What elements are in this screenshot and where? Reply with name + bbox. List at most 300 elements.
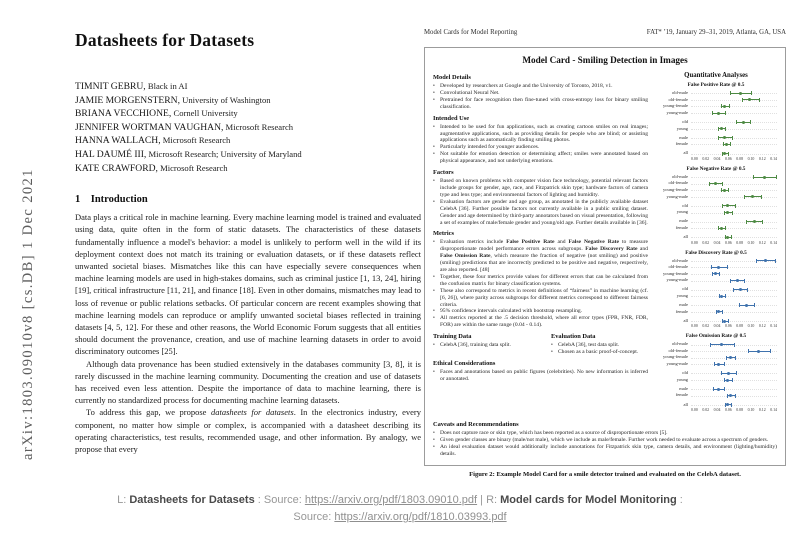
chart-row (655, 125, 777, 132)
chart-row-track (691, 377, 777, 384)
data-point (726, 379, 729, 382)
bullet-icon: • (433, 443, 435, 450)
ci-cap-left (721, 371, 722, 375)
chart-row-track (691, 264, 777, 271)
x-tick-label: 0.04 (713, 240, 721, 245)
y-tick-label: old-female (668, 96, 688, 102)
ci-cap-left (711, 265, 712, 269)
chart-row-track (691, 180, 777, 187)
author-line (75, 161, 421, 175)
data-point (753, 220, 756, 223)
y-tick-label: young-male (666, 109, 688, 115)
x-tick-label: 0.08 (736, 324, 744, 329)
data-point (723, 136, 726, 139)
chart-row-track (691, 203, 777, 210)
ci-cap-right (734, 343, 735, 347)
y-tick-label: old (682, 202, 688, 208)
chart-row-track (691, 370, 777, 377)
chart-row-track (691, 97, 777, 104)
ci-cap-left (733, 288, 734, 292)
author-line (75, 133, 421, 147)
bullet-text: Not suitable for emotion detection or determining affect; smiles were annotated based on physical appearance, and not underlying emotions. (440, 151, 648, 165)
x-tick-label: 0.00 (691, 240, 698, 245)
ci-cap-left (746, 220, 747, 224)
quantitative-analyses-heading: Quantitative Analyses (684, 72, 748, 79)
data-point (739, 92, 742, 95)
ci-cap-left (721, 188, 722, 192)
data-point (723, 105, 726, 108)
chart-plot (655, 90, 777, 157)
x-axis (691, 158, 777, 162)
running-header-right: FAT* ’19, January 29–31, 2019, Atlanta, GA, USA (646, 29, 786, 36)
bullet-list (433, 239, 648, 329)
y-tick-label: old-male (672, 90, 688, 96)
card-section (433, 421, 777, 458)
section-heading: Intended Use (433, 114, 470, 122)
bullet-icon: • (433, 83, 435, 89)
ci-cap-left (730, 279, 731, 283)
card-section (551, 329, 652, 356)
chart-row (655, 218, 777, 225)
x-tick-label: 0.00 (691, 324, 698, 329)
y-tick-label: young-male (666, 361, 688, 367)
x-tick-label: 0.02 (702, 408, 710, 413)
data-point (717, 363, 720, 366)
x-tick-label: 0.04 (713, 324, 721, 329)
x-axis (691, 325, 777, 329)
bullet-text: An ideal evaluation dataset would additionally include annotations for Fitzpatrick skin type, camera details, and environment (lighting/humidity) details. (440, 443, 777, 457)
y-tick-label: young (676, 376, 688, 382)
model-card-body (433, 70, 777, 417)
data-point (729, 394, 732, 397)
ci-cap-right (719, 272, 720, 276)
author-list (75, 79, 421, 174)
section-heading: Training Data (433, 333, 472, 341)
section-heading: Caveats and Recommendations (433, 421, 519, 428)
x-tick-label: 0.02 (702, 156, 710, 161)
chart-row (655, 90, 777, 97)
chart-row (655, 103, 777, 110)
y-tick-label: young-female (663, 186, 688, 192)
card-section (433, 360, 648, 383)
body-paragraph: To address this gap, we propose datasheets for datasets. In the electronics industry, every component, no matter how simple or complex, is accompanied with a datasheet describing its operating characteristics, test results, recommended usage, and other information. By analogy, we propose that every (75, 407, 422, 455)
author-name: BRIANA VECCHIONE, (75, 108, 172, 120)
x-tick-label: 0.06 (724, 324, 732, 329)
author-affiliation: Microsoft Research; University of Maryland (146, 148, 302, 159)
bullet-list (433, 369, 648, 383)
bullet-item (433, 430, 777, 437)
bullet-icon: • (433, 198, 435, 205)
bullet-icon: • (433, 96, 435, 103)
bullet-item (433, 444, 777, 458)
ci-cap-left (748, 349, 749, 353)
x-tick-label: 0.08 (736, 156, 744, 161)
chart-row (655, 180, 777, 187)
author-affiliation: Black in AI (145, 81, 188, 91)
bullet-list (433, 178, 648, 226)
x-tick-label: 0.14 (770, 408, 777, 413)
chart-row-track (691, 187, 777, 194)
bullet-text: Evaluation factors are gender and age group, as annotated in the publicly available dataset CelebA [36]. Further possible factors not currently available in a public smiling dataset. Gender and age determined by third-party annotators based on visual presentation, following a set of examples of male/female gender and young/old age. Further details available in [36]. (440, 198, 648, 226)
chart-row-track (691, 125, 777, 132)
left-paper-page (75, 30, 421, 455)
bullet-text: Faces and annotations based on public figures (celebrities). No new information is inferred or annotated. (440, 369, 648, 382)
quantitative-analyses-column (655, 70, 777, 417)
chart-row (655, 194, 777, 201)
bullet-icon: • (550, 349, 553, 356)
section-heading: Evaluation Data (550, 333, 596, 341)
bullet-text: 95% confidence intervals calculated with bootstrap resampling. (440, 308, 583, 315)
author-line (75, 147, 421, 161)
chart-row (655, 141, 777, 148)
y-tick-label: male (679, 302, 688, 308)
author-line (75, 79, 421, 93)
ci-cap-right (732, 136, 733, 140)
chart-row (655, 402, 777, 409)
chart-row (655, 234, 777, 241)
bullet-icon: • (433, 144, 435, 151)
data-point (720, 227, 723, 230)
chart-title: False Negative Rate @ 0.5 (686, 165, 746, 172)
bullet-icon: • (433, 342, 435, 349)
chart-row (655, 209, 777, 216)
x-tick-label: 0.08 (736, 240, 744, 245)
figure-caption: Figure 2: Example Model Card for a smile detector trained and evaluated on the CelebA dataset. (469, 471, 741, 478)
chart-row-track (691, 209, 777, 216)
chart-row-track (691, 348, 777, 355)
author-name: HAL DAUMÉ III, (75, 148, 147, 160)
running-header-left: Model Cards for Model Reporting (424, 29, 518, 36)
y-tick-label: old-male (672, 341, 688, 347)
author-name: JAMIE MORGENSTERN, (75, 94, 181, 106)
bullet-text: All metrics reported at the .5 decision threshold, where all error types (FPR, FNR, FDR, FOR) are within the same range (0.04 - 0.14). (440, 315, 648, 329)
model-card-left-column (433, 70, 648, 417)
chart-row-track (691, 302, 777, 309)
ci-cap-right (725, 294, 726, 298)
ci-cap-left (723, 142, 724, 146)
footer-bold-text: Datasheets for Datasets (129, 494, 255, 506)
author-name: HANNA WALLACH, (75, 135, 161, 147)
data-point (723, 189, 726, 192)
bullet-list (433, 83, 648, 111)
footer-line-1 (0, 492, 800, 509)
data-point (751, 195, 754, 198)
bullet-icon: • (433, 123, 435, 130)
ci-cap-left (730, 91, 731, 95)
bullet-text: Developed by researchers at Google and the University of Toronto, 2018, v1. (440, 83, 613, 89)
x-tick-label: 0.14 (770, 240, 777, 245)
ci-cap-left (713, 387, 714, 391)
arxiv-watermark: arXiv:1803.09010v8 [cs.DB] 1 Dec 2021 (20, 168, 36, 460)
chart-row-track (691, 194, 777, 201)
chart-row (655, 203, 777, 210)
bullet-item (433, 342, 547, 349)
data-point (726, 403, 729, 406)
data-point (726, 236, 729, 239)
x-axis (691, 409, 777, 413)
ci-cap-left (718, 136, 719, 140)
paper-body (75, 211, 421, 455)
y-tick-label: male (679, 385, 688, 391)
y-tick-label: all (683, 234, 688, 240)
ci-cap-right (730, 142, 731, 146)
chart-row (655, 293, 777, 300)
chart-plot (655, 258, 777, 325)
bullet-icon: • (433, 239, 435, 246)
data-point (717, 112, 720, 115)
chart-row-track (691, 309, 777, 316)
data-point (720, 295, 723, 298)
ci-cap-left (718, 127, 719, 131)
ci-cap-right (727, 265, 728, 269)
ci-cap-right (729, 104, 730, 108)
data-point (720, 127, 723, 130)
y-tick-label: young-male (666, 277, 688, 283)
x-tick-label: 0.00 (691, 408, 698, 413)
chart-row (655, 361, 777, 368)
bullet-item (433, 151, 648, 165)
bullet-icon: • (433, 315, 435, 322)
bullet-item (433, 288, 648, 309)
chart-row-track (691, 277, 777, 284)
body-paragraph: Data plays a critical role in machine learning. Every machine learning model is trained and evaluated using data, quite often in the form of static datasets. The characteristics of these datasets fundamentally influence a model's behavior: a model is unlikely to perform well in the wild if its deployment context does not match its training or evaluation datasets, or if these datasets reflect unwanted societal biases. Mismatches like this can have especially severe consequences when machine learning models are used in high-stakes domains, such as criminal justice [1, 13, 24], hiring [19], critical infrastructure [11, 21], and finance [18]. Even in other domains, mismatches may lead to loss of revenue or public relations setbacks. Of particular concern are recent examples showing that machine learning models can reproduce or amplify unwanted societal biases reflected in training datasets [4, 5, 12]. For these and other reasons, the World Economic Forum suggests that all entities should document the provenance, creation, and use of machine learning datasets in order to avoid discriminatory outcomes [25]. (75, 212, 421, 357)
y-tick-label: old-female (668, 347, 688, 353)
chart-plot (655, 341, 777, 408)
bullet-text: Together, these four metrics provide values for different errors that can be calculated from the confusion matrix for binary classification systems. (440, 273, 648, 287)
ci-cap-left (712, 272, 713, 276)
chart-row (655, 341, 777, 348)
right-paper-running-header (424, 29, 786, 36)
y-tick-label: male (679, 134, 688, 140)
chart-row (655, 277, 777, 284)
bullet-text: Evaluation metrics include False Positive Rate and False Negative Rate to measure disproportionate model performance errors across subgroups. False Discovery Rate and False Omission Rate, which measure the fraction of negative (not smiling) and positive (smiling) predictions that are incorrectly predicted to be positive and negative, respectively, are also reported. [48] (440, 239, 648, 274)
author-name: JENNIFER WORTMAN VAUGHAN, (75, 121, 224, 133)
data-point (764, 259, 767, 262)
bullet-text: Does not capture race or skin type, which has been reported as a source of disproportionate errors [5]. (440, 430, 668, 436)
chart-row-track (691, 90, 777, 97)
ci-cap-right (776, 175, 777, 179)
ci-cap-left (736, 120, 737, 124)
data-point (742, 121, 745, 124)
author-affiliation: Microsoft Research (157, 162, 228, 173)
ci-cap-right (725, 226, 726, 230)
bullet-item (433, 239, 648, 274)
data-point (727, 372, 730, 375)
data-point (726, 204, 729, 207)
data-point (717, 266, 720, 269)
x-axis (691, 242, 777, 246)
chart-row-track (691, 150, 777, 157)
ci-cap-left (722, 204, 723, 208)
y-tick-label: young (676, 125, 688, 131)
chart-row (655, 225, 777, 232)
y-tick-label: young-female (663, 103, 688, 109)
bullet-text: CelebA [36], training data split. (440, 342, 511, 349)
forest-plot-chart (655, 166, 777, 246)
ci-cap-left (709, 182, 710, 186)
bullet-text: Pretrained for face recognition then fine-tuned with cross-entropy loss for binary smiling classification. (440, 96, 648, 110)
data-point (723, 152, 726, 155)
ci-cap-right (722, 182, 723, 186)
data-point (763, 176, 766, 179)
footer-line-2 (0, 509, 800, 526)
ci-cap-left (718, 226, 719, 230)
chart-row (655, 309, 777, 316)
bullet-list (433, 342, 547, 349)
footer-text: | R: (477, 494, 501, 506)
bullet-text: Based on known problems with computer vision face technology, potential relevant factors include groups for gender, age, race, and Fitzpatrick skin type; hardware factors of camera type and lens type; and environmental factors of lighting and humidity. (440, 178, 648, 198)
chart-row (655, 348, 777, 355)
bullet-text: Chosen as a basic proof-of-concept. (557, 349, 639, 356)
chart-plot (655, 174, 777, 241)
footer-text: L: (117, 494, 130, 506)
ci-cap-right (750, 120, 751, 124)
y-tick-label: young (676, 209, 688, 215)
chart-row (655, 135, 777, 142)
x-tick-label: 0.10 (747, 408, 755, 413)
forest-plot-chart (655, 333, 777, 413)
ci-cap-right (761, 195, 762, 199)
x-tick-label: 0.06 (724, 408, 732, 413)
section-heading: Ethical Considerations (433, 360, 496, 367)
card-section (433, 169, 648, 226)
ci-cap-left (721, 104, 722, 108)
ci-cap-right (731, 235, 732, 239)
bullet-item (433, 274, 648, 288)
ci-cap-left (744, 195, 745, 199)
ci-cap-right (770, 349, 771, 353)
chart-row-track (691, 225, 777, 232)
chart-row (655, 150, 777, 157)
card-section (433, 115, 648, 165)
chart-row-track (691, 218, 777, 225)
bullet-list (551, 342, 652, 356)
ci-cap-left (712, 111, 713, 115)
ci-cap-right (762, 220, 763, 224)
footer-text: : (676, 494, 683, 506)
data-point (725, 143, 728, 146)
x-tick-label: 0.08 (736, 408, 744, 413)
chart-row (655, 187, 777, 194)
ci-cap-right (754, 303, 755, 307)
source-link[interactable]: https://arxiv.org/pdf/1803.09010.pdf (304, 494, 478, 506)
bullet-item (433, 97, 648, 111)
author-affiliation: Microsoft Research (160, 135, 231, 146)
bullet-text: These also correspond to metrics in recent definitions of “fairness” in machine learning (cf. [6, 26]), where parity across subgroups for different metrics correspond to different fairness criteria. (440, 287, 648, 308)
ci-cap-right (724, 362, 725, 366)
bullet-item (433, 437, 777, 444)
ci-cap-right (775, 259, 776, 263)
chart-row (655, 258, 777, 265)
y-tick-label: all (683, 150, 688, 156)
ci-cap-left (753, 175, 754, 179)
ci-cap-right (724, 387, 725, 391)
caveats-section (433, 421, 777, 458)
chart-row-track (691, 141, 777, 148)
data-point (726, 211, 729, 214)
y-tick-label: old (682, 370, 688, 376)
author-affiliation: University of Washington (180, 94, 271, 105)
ci-cap-right (735, 394, 736, 398)
x-tick-label: 0.12 (758, 240, 766, 245)
ci-cap-right (731, 403, 732, 407)
chart-row-track (691, 174, 777, 181)
bullet-icon: • (433, 287, 435, 294)
y-tick-label: young (676, 293, 688, 299)
footer-text: : Source: (254, 494, 305, 506)
bullet-icon: • (433, 151, 435, 158)
y-tick-label: female (675, 392, 688, 398)
chart-row (655, 370, 777, 377)
y-tick-label: young-female (663, 354, 688, 360)
y-tick-label: young-male (666, 193, 688, 199)
ci-cap-right (759, 98, 760, 102)
x-tick-label: 0.12 (758, 156, 766, 161)
y-tick-label: all (683, 401, 688, 407)
bullet-item (433, 369, 648, 383)
chart-row (655, 286, 777, 293)
x-tick-label: 0.06 (724, 240, 732, 245)
bullet-item (433, 124, 648, 145)
ci-cap-left (742, 98, 743, 102)
chart-row-track (691, 258, 777, 265)
chart-row-track (691, 361, 777, 368)
y-tick-label: old (682, 286, 688, 292)
chart-row (655, 318, 777, 325)
bullet-icon: • (433, 178, 435, 185)
bullet-text: Given gender classes are binary (male/not male), which we include as male/female. Further work needed to evaluate across a spectrum of genders. (440, 436, 769, 443)
ci-cap-left (756, 259, 757, 263)
source-link[interactable]: https://arxiv.org/pdf/1810.03993.pdf (334, 511, 507, 523)
y-tick-label: female (675, 141, 688, 147)
chart-row-track (691, 271, 777, 278)
body-paragraph: Although data provenance has been studied extensively in the databases community [3, 8], it is rarely discussed in the machine learning community. Documenting the creation and use of datasets has received even less attention. Despite the importance of data to machine learning, there is currently no standardized process for documenting machine learning datasets. (75, 358, 421, 406)
bullet-icon: • (433, 273, 435, 280)
chart-row (655, 110, 777, 117)
author-name: KATE CRAWFORD, (75, 162, 158, 174)
data-point (757, 350, 760, 353)
chart-row-track (691, 135, 777, 142)
x-tick-label: 0.12 (758, 408, 766, 413)
author-line (75, 106, 421, 120)
chart-row (655, 271, 777, 278)
footer-bold-text: Model cards for Model Monitoring (500, 494, 677, 506)
y-tick-label: old-male (672, 257, 688, 263)
forest-plot-chart (655, 250, 777, 330)
data-point (745, 304, 748, 307)
chart-row (655, 174, 777, 181)
chart-row-track (691, 386, 777, 393)
section-heading: Metrics (433, 230, 454, 238)
x-tick-label: 0.02 (702, 324, 710, 329)
chart-row (655, 354, 777, 361)
ci-cap-left (726, 356, 727, 360)
bullet-item (551, 349, 652, 356)
charts (655, 82, 777, 413)
ci-cap-right (747, 288, 748, 292)
data-point (736, 279, 739, 282)
data-point (714, 182, 717, 185)
ci-cap-right (725, 127, 726, 131)
ci-cap-left (710, 343, 711, 347)
data-point (717, 388, 720, 391)
chart-row (655, 392, 777, 399)
ci-cap-left (724, 378, 725, 382)
footer-caption (0, 492, 800, 526)
bullet-icon: • (433, 430, 435, 436)
chart-row-track (691, 110, 777, 117)
chart-row-track (691, 341, 777, 348)
